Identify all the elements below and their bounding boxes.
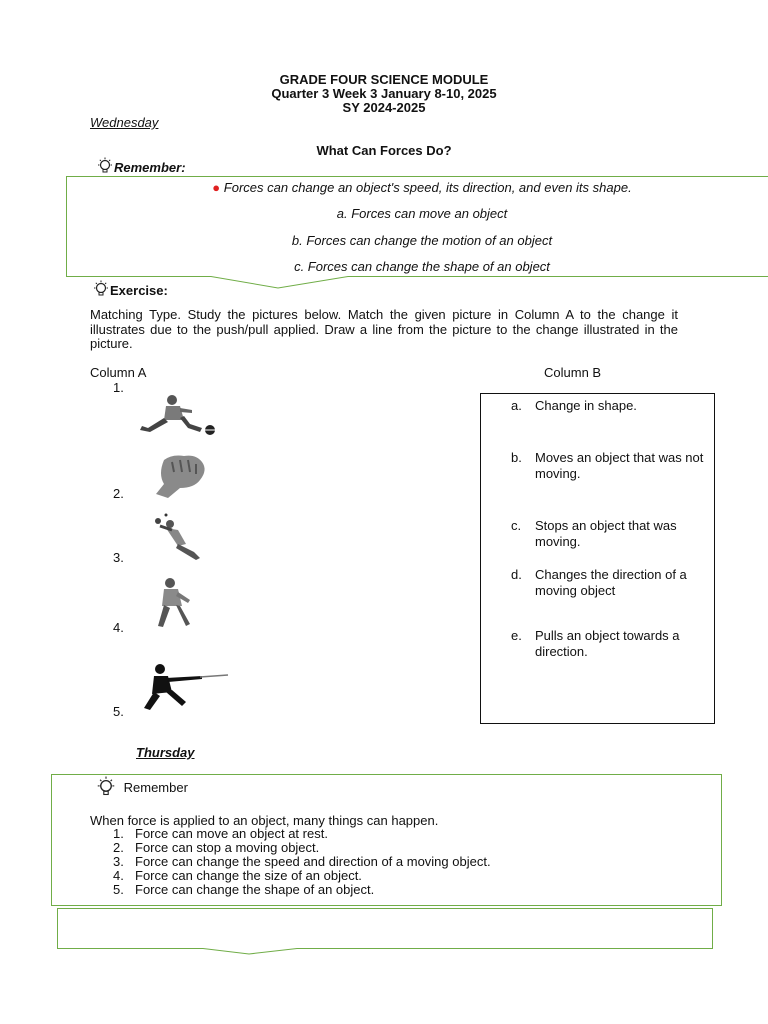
column-a-number: 2. <box>113 486 124 501</box>
lightbulb-icon <box>96 776 116 798</box>
column-a-label: Column A <box>90 365 147 380</box>
exercise-heading: Exercise: <box>92 280 168 298</box>
column-a-number: 5. <box>113 704 124 719</box>
column-b-label: Column B <box>544 365 602 380</box>
empty-callout-box <box>57 908 715 956</box>
list-item: 5. Force can change the shape of an object. <box>113 882 375 897</box>
column-b-box <box>480 393 715 724</box>
column-a-number: 4. <box>113 620 124 635</box>
pitcher-picture <box>150 576 200 630</box>
topic-title: What Can Forces Do? <box>316 143 452 158</box>
bullet-icon: ● <box>212 180 221 195</box>
list-item: 4. Force can change the size of an object. <box>113 868 362 883</box>
remember-point-a: a. Forces can move an object <box>336 206 508 221</box>
column-a-number: 3. <box>113 550 124 565</box>
exercise-instructions: Matching Type. Study the pictures below. Match the given picture in Column A to the change it illustrates due to the push/pull applied. Draw a line from the picture to the change illustrated in the picture. <box>90 307 678 351</box>
lightbulb-icon <box>96 157 114 175</box>
remember-point-main: ● Forces can change an object's speed, its direction, and even its shape. <box>212 180 632 195</box>
remember-heading: Remember: <box>96 157 186 175</box>
thursday-remember-heading: Remember <box>96 776 188 799</box>
squeezing-hand-picture <box>150 452 222 500</box>
module-quarter: Quarter 3 Week 3 January 8-10, 2025 <box>271 86 497 101</box>
batter-picture <box>148 512 214 560</box>
soccer-kick-picture <box>128 394 226 440</box>
list-item: 2. Force can stop a moving object. <box>113 840 320 855</box>
day-wednesday: Wednesday <box>90 115 159 130</box>
day-thursday: Thursday <box>136 745 195 760</box>
lightbulb-icon <box>92 280 110 298</box>
module-school-year: SY 2024-2025 <box>342 100 426 115</box>
list-item: 3. Force can change the speed and direction of a moving object. <box>113 854 491 869</box>
remember-point-b: b. Forces can change the motion of an object <box>291 233 553 248</box>
list-item: 1. Force can move an object at rest. <box>113 826 328 841</box>
remember-point-c: c. Forces can change the shape of an object <box>294 259 550 274</box>
thursday-intro: When force is applied to an object, many things can happen. <box>90 813 439 828</box>
tug-of-war-picture <box>142 662 230 712</box>
column-a-number: 1. <box>113 380 124 395</box>
module-title: GRADE FOUR SCIENCE MODULE <box>279 72 489 87</box>
